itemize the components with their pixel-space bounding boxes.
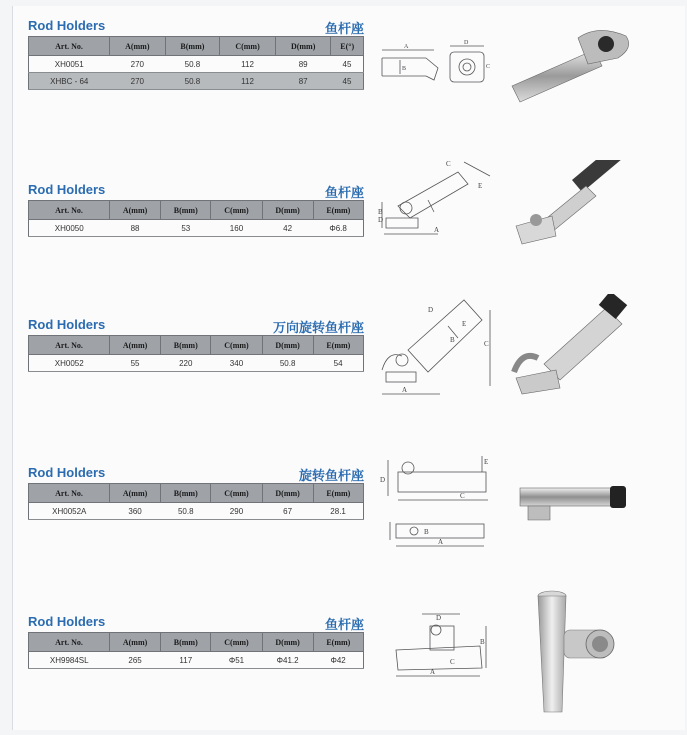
spec-table <box>28 632 364 669</box>
col-e: E(mm) <box>313 201 363 220</box>
cell: 360 <box>110 503 161 520</box>
col-d: D(mm) <box>262 484 313 503</box>
section-header <box>28 465 364 483</box>
section-title: Rod Holders <box>28 18 106 33</box>
col-a: A(mm) <box>110 336 161 355</box>
dim-label: A <box>430 668 436 676</box>
cell: 50.8 <box>161 503 211 520</box>
col-art-no: Art. No. <box>29 37 110 56</box>
cell: XH0051 <box>29 56 110 73</box>
cell: XH9984SL <box>29 652 110 669</box>
dim-label: E <box>462 320 467 328</box>
dim-label: D <box>464 40 469 46</box>
dim-label: B <box>378 208 383 216</box>
section-title: Rod Holders <box>28 317 106 332</box>
table-header-row <box>29 201 364 220</box>
table-header-row <box>29 37 364 56</box>
cell: Φ41.2 <box>262 652 313 669</box>
technical-drawing-1 <box>378 38 490 98</box>
col-art-no: Art. No. <box>29 336 110 355</box>
col-e: E(mm) <box>313 336 363 355</box>
col-a: A(mm) <box>110 633 161 652</box>
col-b: B(mm) <box>165 37 220 56</box>
section-xh0050 <box>28 182 364 237</box>
dim-label: C <box>460 492 465 500</box>
dim-label: A <box>404 44 409 50</box>
cell: 54 <box>313 355 363 372</box>
section-title-cn: 鱼杆座 <box>324 22 364 37</box>
col-a: A(mm) <box>110 484 161 503</box>
spec-table <box>28 483 364 520</box>
col-d: D(mm) <box>262 201 313 220</box>
section-header <box>28 182 364 200</box>
cell: XH0050 <box>29 220 110 237</box>
dim-label: B <box>480 638 485 646</box>
cell: 220 <box>161 355 211 372</box>
spec-table <box>28 200 364 237</box>
section-title-cn: 旋转鱼杆座 <box>298 469 364 484</box>
spec-table <box>28 36 364 90</box>
cell: 55 <box>110 355 161 372</box>
section-xh0051 <box>28 18 364 90</box>
cell: 340 <box>211 355 262 372</box>
cell: 87 <box>275 73 331 90</box>
section-xh0052 <box>28 317 364 372</box>
cell: Φ42 <box>313 652 363 669</box>
cell: 160 <box>211 220 262 237</box>
col-a: A(mm) <box>110 201 161 220</box>
section-title-cn: 鱼杆座 <box>324 618 364 633</box>
dim-label: A <box>438 538 444 546</box>
dim-label: E <box>484 458 489 466</box>
table-header-row <box>29 336 364 355</box>
product-photo-1 <box>508 24 638 104</box>
dim-label: B <box>450 336 455 344</box>
col-b: B(mm) <box>161 201 211 220</box>
cell: 45 <box>331 73 364 90</box>
section-xh0052a <box>28 465 364 520</box>
product-photo-5 <box>528 586 638 720</box>
spec-table <box>28 335 364 372</box>
col-c: C(mm) <box>211 484 262 503</box>
col-c: C(mm) <box>220 37 276 56</box>
cell: 117 <box>161 652 211 669</box>
technical-drawing-2 <box>378 158 498 240</box>
section-title: Rod Holders <box>28 614 106 629</box>
col-art-no: Art. No. <box>29 484 110 503</box>
dim-label: C <box>484 340 489 348</box>
cell: XH0052A <box>29 503 110 520</box>
section-header <box>28 18 364 36</box>
col-e: E(mm) <box>313 484 363 503</box>
col-a: A(mm) <box>110 37 166 56</box>
col-c: C(mm) <box>211 633 262 652</box>
cell: Φ51 <box>211 652 262 669</box>
product-photo-4 <box>510 478 630 528</box>
dim-label: D <box>378 216 384 224</box>
table-row <box>29 503 364 520</box>
dim-label: C <box>446 160 451 168</box>
col-d: D(mm) <box>262 336 313 355</box>
cell: 112 <box>220 56 276 73</box>
col-b: B(mm) <box>161 336 211 355</box>
dim-label: C <box>486 64 490 70</box>
col-b: B(mm) <box>161 633 211 652</box>
cell: 67 <box>262 503 313 520</box>
dim-label: B <box>424 528 429 536</box>
product-photo-2 <box>512 160 622 250</box>
table-header-row <box>29 484 364 503</box>
cell: XH0052 <box>29 355 110 372</box>
cell: 112 <box>220 73 276 90</box>
table-row <box>29 56 364 73</box>
cell: 88 <box>110 220 161 237</box>
col-e: E(mm) <box>313 633 363 652</box>
section-header <box>28 614 364 632</box>
table-row <box>29 73 364 90</box>
table-header-row <box>29 633 364 652</box>
section-title: Rod Holders <box>28 465 106 480</box>
dim-label: D <box>380 476 386 484</box>
col-e: E(°) <box>331 37 364 56</box>
section-xh9984sl <box>28 614 364 669</box>
cell: 89 <box>275 56 331 73</box>
dim-label: E <box>478 182 483 190</box>
cell: 270 <box>110 73 166 90</box>
technical-drawing-3 <box>378 290 496 402</box>
table-row <box>29 220 364 237</box>
cell: 28.1 <box>313 503 363 520</box>
dim-label: A <box>434 226 440 234</box>
cell: 50.8 <box>165 73 220 90</box>
col-d: D(mm) <box>275 37 331 56</box>
col-d: D(mm) <box>262 633 313 652</box>
dim-label: A <box>402 386 408 394</box>
cell: 53 <box>161 220 211 237</box>
dim-label: D <box>436 614 442 622</box>
product-photo-3 <box>508 294 638 398</box>
dim-label: C <box>450 658 455 666</box>
cell: 290 <box>211 503 262 520</box>
section-title: Rod Holders <box>28 182 106 197</box>
table-row <box>29 355 364 372</box>
cell: 265 <box>110 652 161 669</box>
cell: XHBC - 64 <box>29 73 110 90</box>
cell: 50.8 <box>165 56 220 73</box>
technical-drawing-4 <box>378 452 496 552</box>
cell: 45 <box>331 56 364 73</box>
col-art-no: Art. No. <box>29 201 110 220</box>
cell: Φ6.8 <box>313 220 363 237</box>
section-title-cn: 万向旋转鱼杆座 <box>272 321 364 336</box>
col-art-no: Art. No. <box>29 633 110 652</box>
dim-label: B <box>402 66 407 72</box>
technical-drawing-5 <box>390 610 490 682</box>
col-c: C(mm) <box>211 336 262 355</box>
section-title-cn: 鱼杆座 <box>324 186 364 201</box>
table-row <box>29 652 364 669</box>
dim-label: D <box>428 306 434 314</box>
col-b: B(mm) <box>161 484 211 503</box>
cell: 50.8 <box>262 355 313 372</box>
col-c: C(mm) <box>211 201 262 220</box>
section-header <box>28 317 364 335</box>
cell: 270 <box>110 56 166 73</box>
cell: 42 <box>262 220 313 237</box>
